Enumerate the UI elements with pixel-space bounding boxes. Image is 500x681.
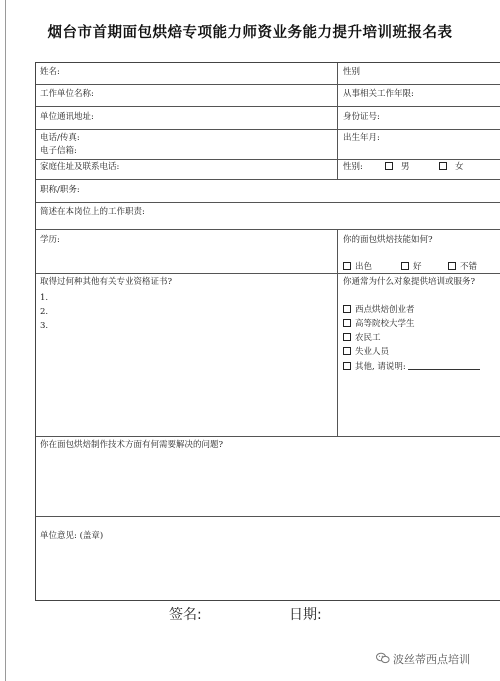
gender-option-male[interactable]: 男 [385,162,410,173]
other-blank-line[interactable] [408,361,480,370]
checkbox-icon [439,162,447,170]
row-divider [36,159,500,160]
audience-option-other[interactable]: 其他, 请说明: [343,361,480,373]
audience-question: 你通常为什么对象提供培训或服务? [343,277,476,287]
certificate-number: 1. [40,293,49,303]
email-label: 电子信箱: [40,146,77,156]
date-label: 日期: [289,607,322,623]
skill-option-good[interactable]: 好 [401,262,422,273]
row-divider [36,84,500,85]
checkbox-icon [343,319,351,327]
checkbox-icon [448,262,456,270]
row-divider [36,436,500,437]
home-label: 家庭住址及联系电话: [40,162,120,172]
certificates-question: 取得过何种其他有关专业资格证书? [40,277,173,287]
watermark-text: 波丝蒂西点培训 [393,653,470,666]
name-label: 姓名: [40,67,60,77]
audience-option[interactable]: 农民工 [343,333,381,344]
certificate-number: 3. [40,321,49,331]
checkbox-icon [343,262,351,270]
audience-option[interactable]: 失业人员 [343,347,389,358]
birth-label: 出生年月: [343,133,380,143]
audience-option[interactable]: 高等院校大学生 [343,319,415,330]
education-label: 学历: [40,235,60,245]
sign-label: 签名: [169,607,202,623]
checkbox-icon [343,362,351,370]
row-divider [36,202,500,203]
unit-opinion-label: 单位意见: (盖章) [40,531,104,541]
checkbox-icon [343,305,351,313]
id-label: 身份证号: [343,112,380,122]
page-edge-line [5,0,6,681]
gender-label-top: 性别 [343,67,361,77]
checkbox-icon [343,333,351,341]
employer-label: 工作单位名称: [40,89,94,99]
problems-question: 你在面包烘焙制作技术方面有何需要解决的问题? [40,440,224,450]
audience-option[interactable]: 西点烘焙创业者 [343,305,415,316]
column-divider [337,63,338,179]
position-label: 职称/职务: [40,185,80,195]
row-divider [36,179,500,180]
row-divider [36,273,500,274]
row-divider [36,229,500,230]
row-divider [36,106,500,107]
column-divider [337,229,338,436]
row-divider [36,129,500,130]
wechat-icon [376,652,390,664]
duties-label: 简述在本岗位上的工作职责: [40,207,145,217]
certificate-number: 2. [40,307,49,317]
checkbox-icon [343,347,351,355]
address-label: 单位通讯地址: [40,112,94,122]
page-title: 烟台市首期面包烘焙专项能力师资业务能力提升培训班报名表 [47,24,453,41]
checkbox-icon [385,162,393,170]
skill-option-excellent[interactable]: 出色 [343,262,372,273]
registration-form [35,62,500,601]
phone-fax-label: 电话/传真: [40,133,80,143]
gender-option-female[interactable]: 女 [439,162,464,173]
skill-question: 你的面包烘焙技能如何? [343,235,433,245]
row-divider [36,516,500,517]
skill-option-fine[interactable]: 不错 [448,262,477,273]
checkbox-icon [401,262,409,270]
gender-label: 性别: [343,162,363,172]
years-label: 从事相关工作年限: [343,89,414,99]
